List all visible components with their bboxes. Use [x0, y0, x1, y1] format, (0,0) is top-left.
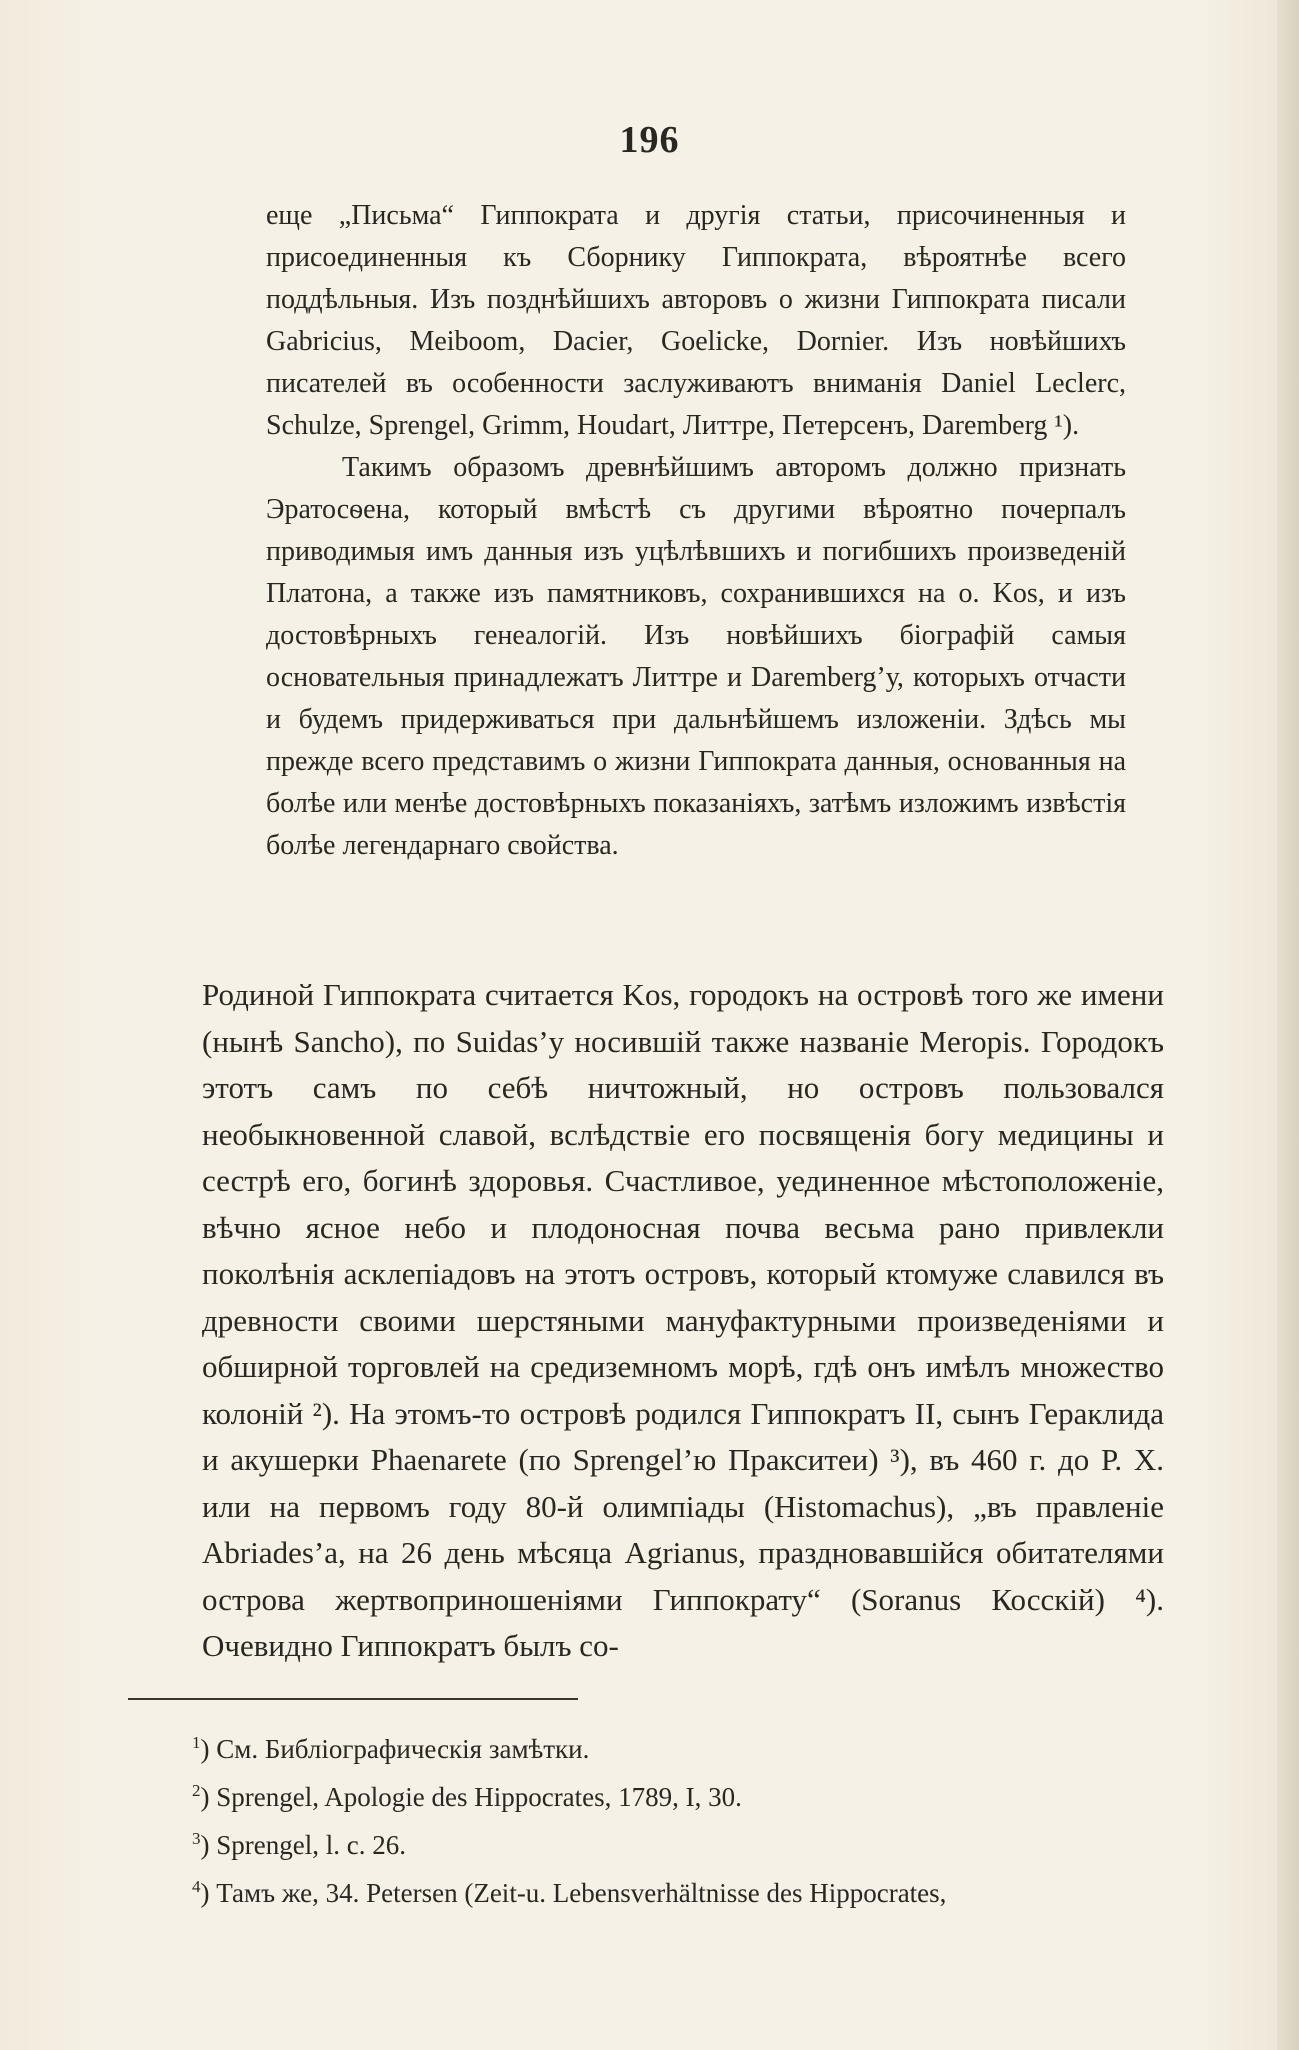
footnote-text: ) См. Библіографическія замѣтки.	[200, 1734, 590, 1764]
page-number: 196	[619, 119, 680, 161]
footnote-divider	[128, 1698, 578, 1700]
main-text	[202, 972, 1164, 1670]
footnote-text: ) Sprengel, Apologie des Hippocrates, 1789, I, 30.	[200, 1782, 742, 1812]
footnote-1	[192, 1722, 1192, 1770]
footnote-2	[192, 1770, 1192, 1818]
page-edge	[1277, 0, 1299, 2050]
footnotes	[192, 1722, 1192, 1914]
quoted-block	[266, 195, 1126, 867]
footnote-mark: 1	[192, 1733, 201, 1752]
quoted-paragraph-1: еще „Письма“ Гиппократа и другія статьи, присочиненныя и присоединенныя къ Сборнику Гиппократа, вѣроятнѣе всего поддѣльныя. Изъ позднѣйшихъ авторовъ о жизни Гиппократа писали Gabricius, Meiboom, Dacier, Goelicke, Dornier. Изъ новѣйшихъ писателей въ особенности заслуживаютъ вниманія Daniel Leclerc, Schulze, Sprengel, Grimm, Houdart, Литтре, Петерсенъ, Daremberg ¹).	[266, 200, 1126, 441]
footnote-mark: 4	[192, 1877, 201, 1896]
main-paragraph: Родиной Гиппократа считается Kos, городокъ на островѣ того же имени (нынѣ Sancho), по Suidas’у носившій также названіе Meropis. Городокъ этотъ самъ по себѣ ничтожный, но островъ пользовался необыкновенной славой, вслѣдствіе его посвященія богу медицины и сестрѣ его, богинѣ здоровья. Счастливое, уединенное мѣстоположеніе, вѣчно ясное небо и плодоносная почва весьма рано привлекли поколѣнія асклепіадовъ на этотъ островъ, который ктомуже славился въ древности своими шерстяными мануфактурными произведеніями и обширной торговлей на средиземномъ морѣ, гдѣ онъ имѣлъ множество колоній ²). На этомъ-то островѣ родился Гиппократъ II, сынъ Гераклида и акушерки Phaenarete (по Sprengel’ю Пракситеи) ³), въ 460 г. до Р. Х. или на первомъ году 80-й олимпіады (Histomachus), „въ правленіе Abriades’а, на 26 день мѣсяца Agrianus, праздновавшійся обитателями острова жертвоприношеніями Гиппократу“ (Soranus Косскій) ⁴). Очевидно Гиппократъ былъ со-	[202, 977, 1164, 1663]
footnote-text: ) Тамъ же, 34. Petersen (Zeit-u. Lebensverhältnisse des Hippocrates,	[200, 1878, 947, 1908]
footnote-mark: 2	[192, 1781, 201, 1800]
footnote-mark: 3	[192, 1829, 201, 1848]
footnote-text: ) Sprengel, l. c. 26.	[200, 1830, 406, 1860]
footnote-4	[192, 1866, 1192, 1914]
quoted-paragraph-2: Такимъ образомъ древнѣйшимъ авторомъ должно признать Эратосѳена, который вмѣстѣ съ другими вѣроятно почерпалъ приводимыя имъ данныя изъ уцѣлѣвшихъ и погибшихъ произведеній Платона, а также изъ памятниковъ, сохранившихся на о. Kos, и изъ достовѣрныхъ генеалогій. Изъ новѣйшихъ біографій самыя основательныя принадлежатъ Литтре и Daremberg’у, которыхъ отчасти и будемъ придерживаться при дальнѣйшемъ изложеніи. Здѣсь мы прежде всего представимъ о жизни Гиппократа данныя, основанныя на болѣе или менѣе достовѣрныхъ показаніяхъ, затѣмъ изложимъ извѣстія болѣе легендарнаго свойства.	[266, 452, 1126, 861]
footnote-3	[192, 1818, 1192, 1866]
